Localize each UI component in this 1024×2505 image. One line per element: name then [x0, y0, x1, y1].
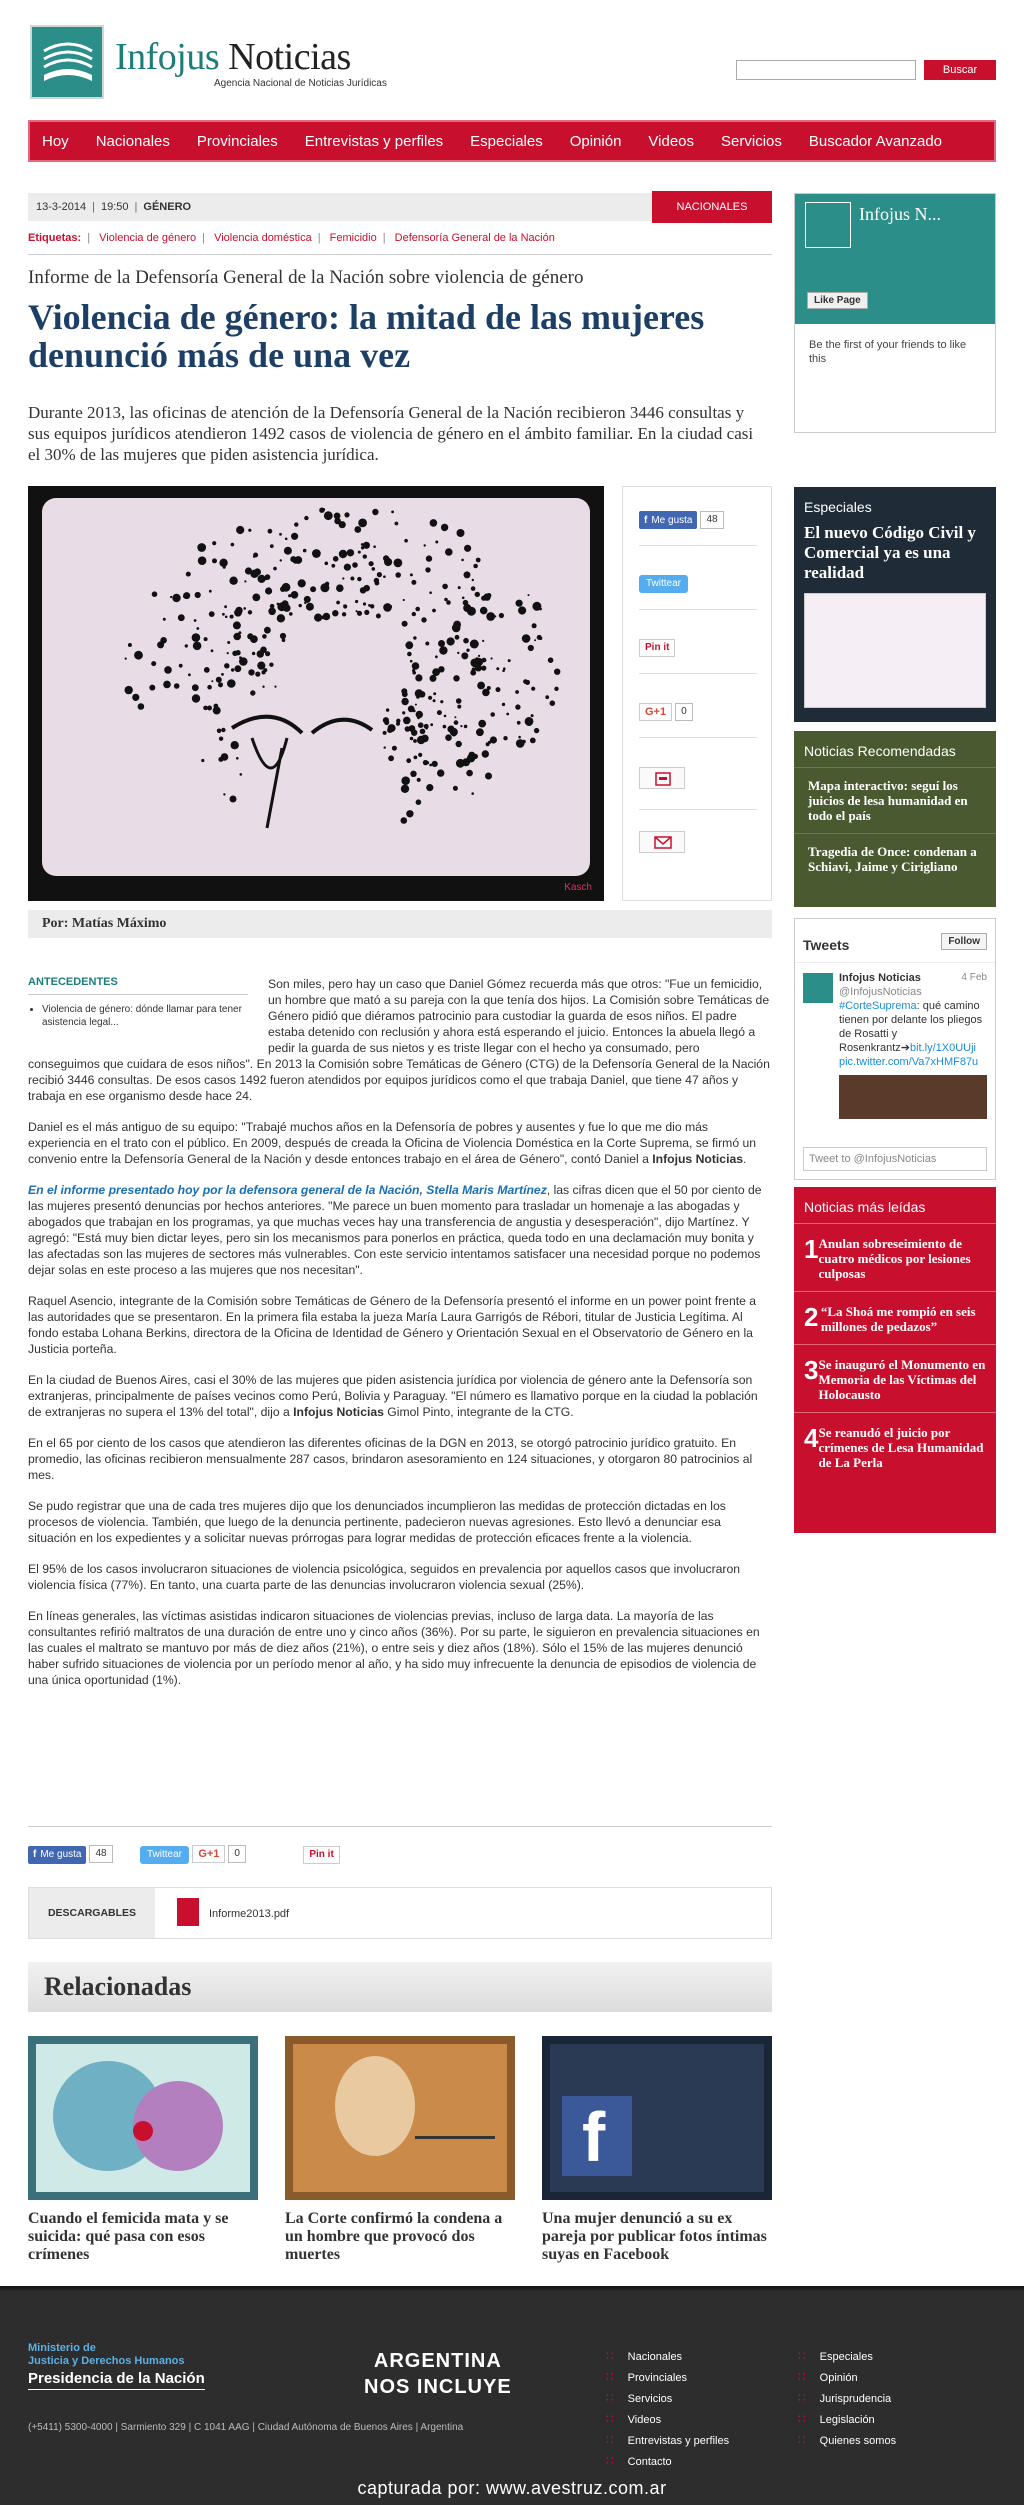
capture-credit: capturada por: www.avestruz.com.ar	[357, 2478, 667, 2498]
tweet-date[interactable]: 4 Feb	[961, 972, 987, 983]
nav-videos[interactable]: Videos	[648, 132, 695, 150]
article-lead: Durante 2013, las oficinas de atención de la Defensoría General de la Nación recibieron 3446 consultas y sus equipos jurídicos atendieron 1492 casos de violencia de género en el ámbito familiar. En la ciudad casi el 30% de las mujeres que piden asistencia jurídica.	[28, 403, 754, 464]
tweets-title: Tweets	[803, 937, 850, 953]
especiales-panel	[794, 487, 996, 722]
article-date: 13-3-2014	[36, 201, 87, 213]
search-button[interactable]: Buscar	[924, 60, 996, 80]
related-title[interactable]: Cuando el femicida mata y se suicida: qué pasa con esos crímenes	[28, 2210, 229, 2263]
fb-count: 48	[89, 1845, 112, 1863]
argentina-logo: ARGENTINA NOS INCLUYE	[364, 2350, 512, 2398]
downloads-box	[28, 1887, 772, 1939]
gp-count: 0	[228, 1845, 246, 1863]
tags-label: Etiquetas:	[28, 232, 82, 244]
tag-link[interactable]: Violencia de género	[99, 232, 197, 244]
footer-link[interactable]: ∷ Entrevistas y perfiles	[606, 2430, 729, 2451]
footer-link[interactable]: ∷ Opinión	[798, 2367, 896, 2388]
especiales-title: Especiales	[804, 499, 872, 515]
tweet-text: #CorteSuprema: qué camino tienen por delante los pliegos de Rosatti y Rosenkrantz➔bit.ly/1X0UUji	[839, 1000, 983, 1054]
footer-link[interactable]: ∷ Nacionales	[606, 2346, 729, 2367]
twitter-share-button[interactable]: Twittear	[140, 1846, 189, 1864]
nav-provinciales[interactable]: Provinciales	[196, 132, 278, 150]
related-image[interactable]	[542, 2036, 772, 2200]
most-read-item[interactable]: 2 “La Shoá me rompió en seis millones de pedazos”	[794, 1292, 996, 1345]
book-icon	[40, 37, 96, 87]
antecedentes-link[interactable]: • Violencia de género: dónde llamar para tener asistencia legal...	[42, 1003, 248, 1029]
article-time: 19:50	[101, 201, 129, 213]
paragraph: Raquel Asencio, integrante de la Comisión sobre Temáticas de Género de la Defensoría presentó el informe en un power point frente a las autoridades que se presentaron. En la primera fila estaba la jueza María Laura Garrigós de Rébori, titular de Justicia Legítima. Al fondo estaba Lohana Berkins, directora de la Oficina de Identidad de Género y Orientación Sexual en el Observatorio de Género en la Justicia porteña.	[28, 1294, 757, 1356]
recommended-item[interactable]: Tragedia de Once: condenan a Schiavi, Jaime y Cirigliano	[808, 844, 977, 874]
brand-main: Infojus	[115, 36, 220, 78]
google-plus-button[interactable]: G+1	[192, 1845, 225, 1863]
follow-button[interactable]: Follow	[941, 933, 987, 950]
photo-credit: Kasch	[564, 882, 592, 893]
brand-title[interactable]	[115, 35, 351, 79]
divider	[28, 254, 772, 255]
nav-hoy[interactable]: Hoy	[42, 132, 69, 150]
antecedentes-title: ANTECEDENTES	[28, 976, 248, 995]
footer-link[interactable]: ∷ Servicios	[606, 2388, 729, 2409]
brand-second: Noticias	[228, 36, 351, 78]
footer-link[interactable]: ∷ Videos	[606, 2409, 729, 2430]
footer-link[interactable]: ∷ Provinciales	[606, 2367, 729, 2388]
facebook-icon: f	[33, 1849, 37, 1860]
footer-link[interactable]: ∷ Contacto	[606, 2451, 729, 2472]
tweet-image[interactable]	[839, 1075, 987, 1119]
paragraph: En el 65 por ciento de los casos que atendieron las diferentes oficinas de la DGN en 2013, se otorgó patrocinio jurídico gratuito. En promedio, las oficinas recibieron mensualmente 287 casos, brindaron asesoramiento en 124 situaciones, y otorgaron 80 patrocinios al mes.	[28, 1436, 753, 1482]
page-avatar	[805, 202, 851, 248]
facebook-like-button[interactable]: f Me gusta	[28, 1846, 86, 1864]
paragraph: En la ciudad de Buenos Aires, casi el 30% de las mujeres que piden asistencia jurídica por violencia de género ante la Defensoría son extranjeras, principalmente de países vecinos como Perú, Bolivia y Paraguay. "El número es llamativo porque en la ciudad la población de extranjeras no supera el 13% del total", dijo a Infojus Noticias Gimol Pinto, integrante de la CTG.	[28, 1373, 758, 1419]
fb-friends-text: Be the first of your friends to like this	[809, 339, 967, 365]
nav-nacionales[interactable]: Nacionales	[95, 132, 170, 150]
site-logo[interactable]	[30, 25, 104, 99]
tweet-handle: @InfojusNoticias	[839, 986, 922, 998]
fb-label: Me gusta	[651, 514, 693, 526]
article-photo[interactable]	[28, 486, 604, 901]
article-section[interactable]: GÉNERO	[143, 201, 192, 213]
twitter-share-button[interactable]: Twittear	[639, 575, 688, 593]
facebook-page-widget	[794, 193, 996, 433]
footer-links-col2	[798, 2346, 896, 2451]
divider	[28, 1826, 772, 1827]
download-file-link[interactable]: Informe2013.pdf	[209, 1908, 290, 1920]
recommended-panel	[794, 731, 996, 907]
recommended-item[interactable]: Mapa interactivo: seguí los juicios de lesa humanidad en todo el país	[794, 768, 996, 834]
especiales-image[interactable]	[804, 593, 986, 708]
footer-link[interactable]: ∷ Legislación	[798, 2409, 896, 2430]
search-input[interactable]	[736, 60, 916, 80]
related-card[interactable]	[28, 2036, 258, 2264]
nav-opinion[interactable]: Opinión	[569, 132, 622, 150]
facebook-icon: f	[644, 514, 648, 526]
tweet-avatar[interactable]	[803, 973, 833, 1003]
footer-link[interactable]: ∷ Quienes somos	[798, 2430, 896, 2451]
footer-address: (+5411) 5300-4000 | Sarmiento 329 | C 1041 AAG | Ciudad Autónoma de Buenos Aires | Argentina	[28, 2422, 464, 2433]
related-image[interactable]	[285, 2036, 515, 2200]
tweet-pic-link[interactable]: pic.twitter.com/Va7xHMF87u	[839, 1056, 979, 1068]
downloads-label: DESCARGABLES	[29, 1888, 155, 1938]
related-header: Relacionadas	[28, 1962, 772, 2012]
related-image[interactable]	[28, 2036, 258, 2200]
most-read-item[interactable]: 4 Se reanudó el juicio por crímenes de Lesa Humanidad de La Perla	[804, 1423, 984, 1470]
tags: Etiquetas: | Violencia de género | Violencia doméstica | Femicidio | Defensoría General de la Nación	[28, 232, 555, 244]
main-nav	[28, 120, 996, 162]
footer-link[interactable]: ∷ Especiales	[798, 2346, 896, 2367]
fb-count: 48	[700, 511, 723, 529]
paragraph: Se pudo registrar que una de cada tres mujeres dijo que los denunciados incumplieron las medidas de protección dictadas en los procesos de violencia. También, que luego de la denuncia pertinente, padecieron nuevas agresiones. Esto llevó a denunciar esa situación en los expedientes y a solicitar nuevas prórrogas para lograr medidas de protección eficaces frente a la violencia.	[28, 1499, 726, 1545]
paragraph: Daniel es el más antiguo de su equipo: "Trabajé muchos años en la Defensoría de pobres y ausentes y fue lo que me dio más experiencia en el trato con el público. En 2009, después de creada la Oficina de Violencia Doméstica en la Corte Suprema, se firmó un convenio entre la Defensoría General de la Nación y desde entonces trabajo en el área de Género", contó Daniel a Infojus Noticias.	[28, 1120, 757, 1166]
article-author: Por: Matías Máximo	[28, 910, 772, 938]
footer-link[interactable]: ∷ Jurisprudencia	[798, 2388, 896, 2409]
most-read-panel	[794, 1187, 996, 1533]
most-read-item[interactable]: 3 Se inauguró el Monumento en Memoria de las Víctimas del Holocausto	[794, 1345, 996, 1413]
tag-link[interactable]: Violencia doméstica	[214, 232, 312, 244]
illustration	[42, 498, 590, 876]
tweets-widget	[794, 918, 996, 1180]
paragraph: En el informe presentado hoy por la defensora general de la Nación, Stella Maris Martínez, las cifras dicen que el 50 por ciento de las mujeres presentó denuncias por hechos anteriores. "Me parece un buen momento para trasladar un homenaje a las abogadas y abogados que trabajan en los programas, ya que muchas veces hay una transferencia de angustia y desesperación", dijo Martínez. Y agregó: "Está muy bien dictar leyes, pero sin los mecanismos para ponerlos en práctica, queda todo en una declamación muy bonita y las afectadas son las mujeres de sectores más vulnerables. Con este servicio intentamos satisfacer una necesidad porque no podemos dejar solas en este proceso a las mujeres que nos necesitan".	[28, 1183, 762, 1277]
gp-count: 0	[675, 703, 693, 721]
paragraph: Son miles, pero hay un caso que Daniel Gómez recuerda más que otros: "Fue un femicidio, un hombre que mató a su pareja con la que tenía dos hijos. La Comisión sobre Temáticas de Género pidió que diéramos patrocinio para custodiar la guarda de esos niños. El padre estaba detenido con reclusión y ahora está esperando el juicio. Entonces la abuela llegó a pedir la guarda de sus nietos y es triste llegar con el hecho ya consumado, pero conseguimos que cuidara de esos niños". En 2013 la Comisión sobre Temáticas de Género (CTG) de la Defensoría General de la Nación recibió 3446 consultas. De esos casos 1492 fueron atendidos por equipos jurídicos como el que trabaja Daniel, que tiene 47 años y trabaja en ese organismo desde hace 24.	[28, 977, 770, 1103]
paragraph: El 95% de los casos involucraron situaciones de violencia psicológica, seguidos en prevalencia por aquellos casos que involucraron violencia física (77%). En tanto, una cuarta parte de las denuncias involucraron violencia sexual (25%).	[28, 1562, 741, 1592]
email-icon[interactable]	[639, 831, 685, 853]
article-meta: 13-3-2014 | 19:50 | GÉNERO	[28, 193, 772, 221]
recommended-title: Noticias Recomendadas	[794, 731, 996, 768]
ministry-logo[interactable]: Ministerio de Justicia y Derechos Humanos Presidencia de la Nación	[28, 2342, 205, 2390]
facebook-cover[interactable]	[795, 194, 995, 324]
share-panel	[622, 486, 772, 901]
tag-link[interactable]: Femicidio	[329, 232, 377, 244]
category-tab[interactable]: NACIONALES	[652, 191, 772, 223]
especiales-headline[interactable]: El nuevo Código Civil y Comercial ya es una realidad	[804, 523, 976, 582]
article-kicker: Informe de la Defensoría General de la Nación sobre violencia de género	[28, 267, 584, 288]
article-body	[28, 976, 772, 1703]
most-read-item[interactable]: 1 Anulan sobreseimiento de cuatro médicos por lesiones culposas	[794, 1224, 996, 1292]
nav-especiales[interactable]: Especiales	[470, 132, 543, 150]
footer-links-col1	[606, 2346, 729, 2472]
pinterest-button[interactable]: Pin it	[303, 1846, 339, 1864]
antecedentes-box	[28, 976, 248, 1029]
brand-subtitle: Agencia Nacional de Noticias Jurídicas	[214, 78, 387, 89]
article-headline: Violencia de género: la mitad de las mujeres denunció más de una vez	[28, 297, 705, 375]
bottom-share	[28, 1845, 772, 1867]
nav-buscador[interactable]: Buscador Avanzado	[808, 132, 943, 150]
nav-servicios[interactable]: Servicios	[721, 132, 782, 150]
print-icon[interactable]	[639, 767, 685, 789]
fb-page-name[interactable]: Infojus N...	[859, 204, 941, 224]
footer	[0, 2286, 1024, 2505]
related-card[interactable]	[542, 2036, 772, 2264]
facebook-like-button[interactable]	[639, 511, 697, 529]
tweet-input[interactable]: Tweet to @InfojusNoticias	[803, 1147, 987, 1171]
pdf-icon[interactable]	[177, 1898, 199, 1926]
tag-link[interactable]: Defensoría General de la Nación	[394, 232, 555, 244]
tweet-author[interactable]: Infojus Noticias	[839, 972, 921, 984]
svg-text:f: f	[582, 2098, 606, 2176]
related-title[interactable]: La Corte confirmó la condena a un hombre que provocó dos muertes	[285, 2210, 503, 2263]
related-title[interactable]: Una mujer denunció a su ex pareja por publicar fotos íntimas suyas en Facebook	[542, 2210, 767, 2263]
face-illustration	[42, 498, 590, 876]
report-link[interactable]: En el informe presentado hoy por la defensora general de la Nación, Stella Maris Martínez	[28, 1183, 547, 1197]
most-read-title: Noticias más leídas	[794, 1187, 996, 1224]
pinterest-button[interactable]: Pin it	[639, 639, 675, 657]
nav-entrevistas[interactable]: Entrevistas y perfiles	[304, 132, 444, 150]
paragraph: En líneas generales, las víctimas asistidas indicaron situaciones de violencias previas, incluso de larga data. La mayoría de las consultantes refirió maltratos de una duración de entre uno y cinco años (36%). Por su parte, le siguieron en prevalencia situaciones en las cuales el maltrato se mantuvo por más de diez años (21%), o entre seis y diez años (18%). Sólo el 15% de las mujeres denunció haber sufrido situaciones de violencia por un período menor al año, y ha sido muy infrecuente la denuncia de episodios de violencia de una única oportunidad (1%).	[28, 1609, 760, 1687]
related-card[interactable]	[285, 2036, 515, 2264]
fb-like-page-button[interactable]: Like Page	[807, 292, 868, 309]
google-plus-button[interactable]: G+1	[639, 703, 672, 721]
